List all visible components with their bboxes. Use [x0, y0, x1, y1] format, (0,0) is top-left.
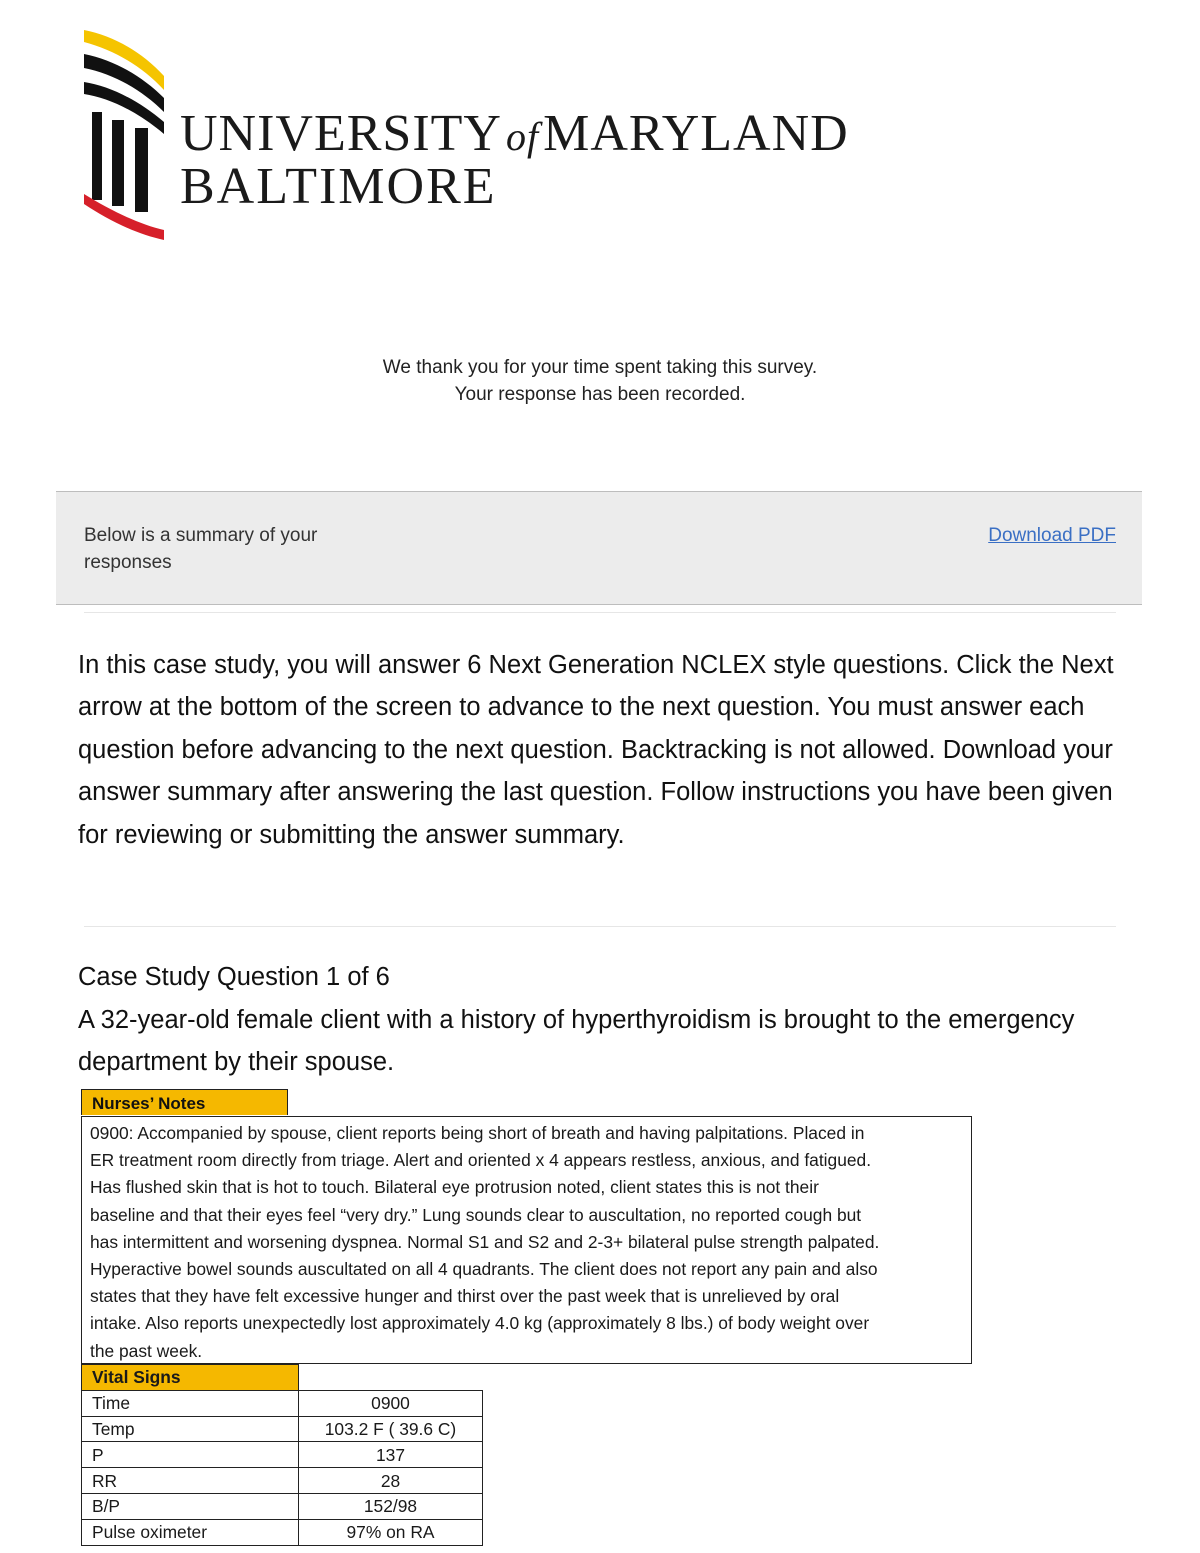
logo-word-of: of [505, 114, 540, 159]
vital-signs-table [81, 1364, 483, 1546]
summary-text: Below is a summary of your responses [84, 525, 318, 573]
vital-label: Time [82, 1390, 299, 1416]
download-pdf-link[interactable]: Download PDF [988, 525, 1116, 546]
vital-value: 152/98 [299, 1493, 483, 1519]
vital-label: P [82, 1442, 299, 1468]
nurses-notes-box [81, 1116, 972, 1364]
university-name [180, 105, 849, 215]
notes-line: Hyperactive bowel sounds auscultated on all 4 quadrants. The client does not report any pain and also [90, 1259, 878, 1280]
divider [84, 612, 1116, 613]
divider [84, 926, 1116, 927]
question-title: Case Study Question 1 of 6 [78, 963, 390, 991]
table-row [82, 1442, 483, 1468]
summary-bar [56, 491, 1142, 605]
table-row [82, 1416, 483, 1442]
empty-cell [299, 1365, 483, 1391]
vital-value: 137 [299, 1442, 483, 1468]
notes-line: ER treatment room directly from triage. Alert and oriented x 4 appears restless, anxious, and fatigued. [90, 1150, 872, 1171]
response-recorded-line: Your response has been recorded. [454, 384, 746, 405]
logo-word-university: UNIVERSITY [180, 105, 502, 162]
notes-line: 0900: Accompanied by spouse, client reports being short of breath and having palpitations. Placed in [90, 1123, 865, 1143]
vital-value: 28 [299, 1468, 483, 1494]
notes-line: baseline and that their eyes feel “very dry.” Lung sounds clear to auscultation, no reported cough but [90, 1204, 862, 1225]
thank-you-line: We thank you for your time spent taking this survey. [382, 357, 818, 378]
notes-line: the past week. [90, 1340, 203, 1361]
vital-label: Temp [82, 1416, 299, 1442]
notes-line: Has flushed skin that is hot to touch. Bilateral eye protrusion noted, client states this is not their [90, 1177, 819, 1198]
vital-value: 97% on RA [299, 1519, 483, 1545]
vital-signs-header-row [82, 1365, 483, 1391]
vital-value: 103.2 F ( 39.6 C) [299, 1416, 483, 1442]
university-logo [80, 24, 850, 244]
logo-word-baltimore: BALTIMORE [180, 158, 497, 215]
vital-label: Pulse oximeter [82, 1519, 299, 1545]
table-row [82, 1493, 483, 1519]
table-row [82, 1468, 483, 1494]
vital-label: RR [82, 1468, 299, 1494]
case-study-instructions: In this case study, you will answer 6 Next Generation NCLEX style questions. Click the Next arrow at the bottom of the screen to advance to the next question. You must answer each question before advancing to the next question. Backtracking is not allowed. Download your answer summary after answering the last question. Follow instructions you have been given for reviewing or submitting the answer summary. [78, 651, 1114, 849]
vital-value: 0900 [299, 1390, 483, 1416]
notes-line: intake. Also reports unexpectedly lost approximately 4.0 kg (approximately 8 lbs.) of body weight over [90, 1313, 870, 1334]
vital-signs-header: Vital Signs [82, 1365, 299, 1391]
notes-line: states that they have felt excessive hunger and thirst over the past week that is unrelieved by oral [90, 1286, 840, 1307]
vital-label: B/P [82, 1493, 299, 1519]
thank-you-message [0, 354, 1200, 408]
nurses-notes-header: Nurses’ Notes [81, 1089, 288, 1115]
question-text: A 32-year-old female client with a history of hyperthyroidism is brought to the emergency department by their spouse. [78, 1006, 1075, 1077]
logo-word-maryland: MARYLAND [543, 105, 849, 162]
table-row [82, 1390, 483, 1416]
notes-line: has intermittent and worsening dyspnea. Normal S1 and S2 and 2-3+ bilateral pulse strength palpated. [90, 1231, 880, 1252]
university-crest-icon [80, 24, 170, 244]
table-row [82, 1519, 483, 1545]
